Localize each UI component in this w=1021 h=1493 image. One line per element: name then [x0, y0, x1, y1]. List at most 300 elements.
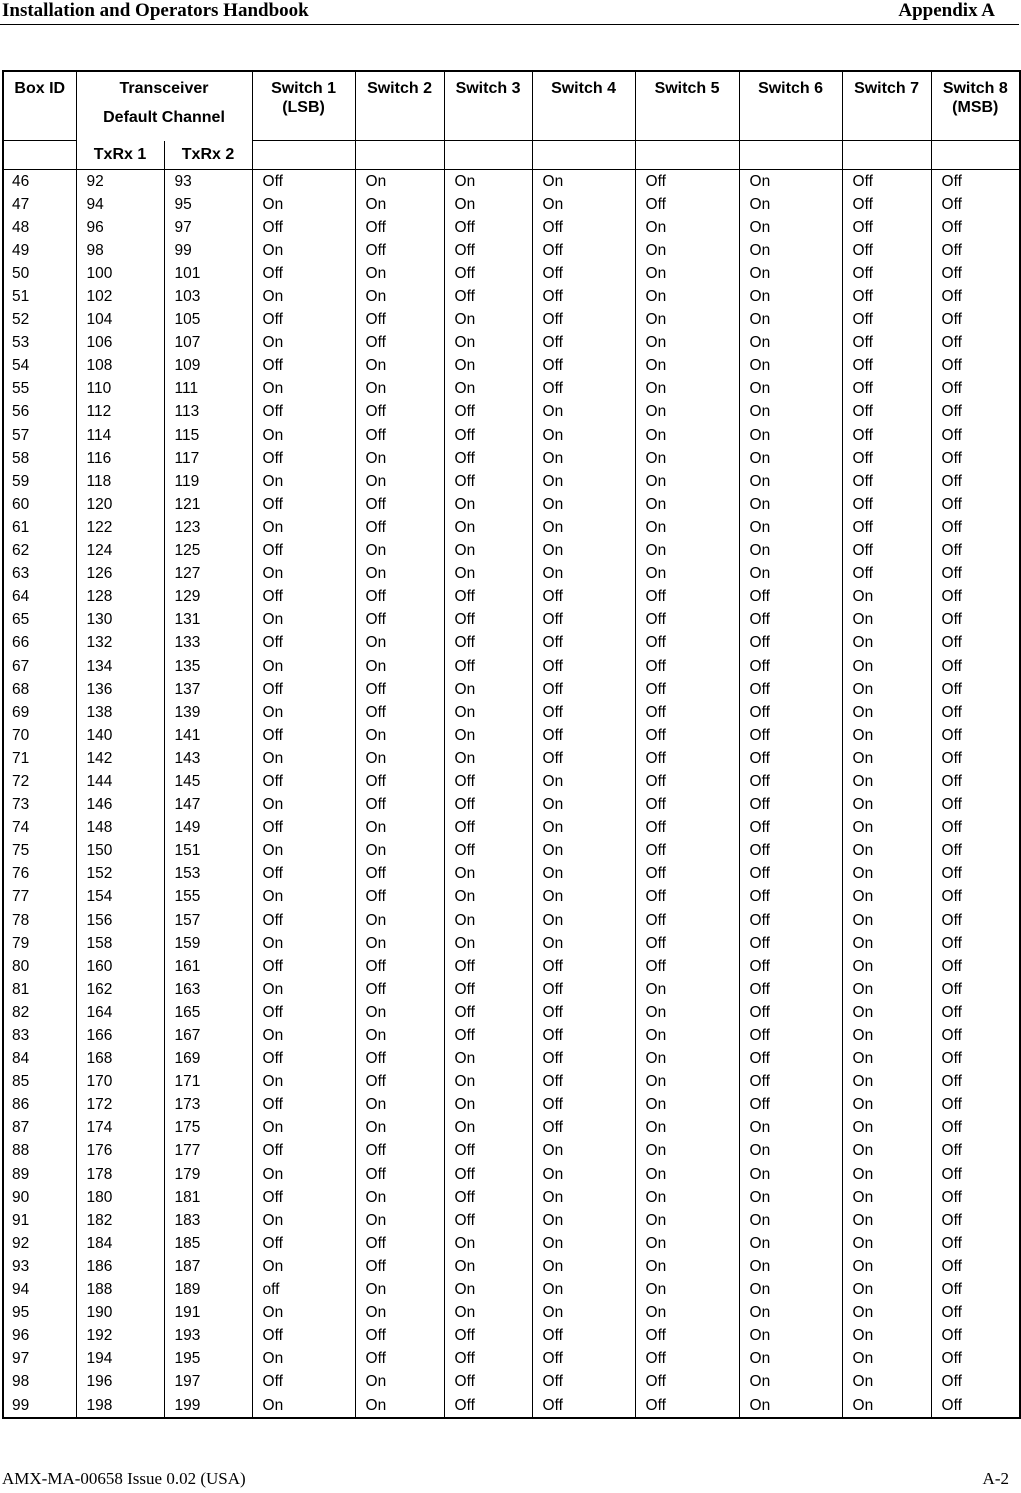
txrx2-cell: 189	[164, 1279, 252, 1302]
switch-4-cell: On	[532, 886, 635, 909]
switch-8-cell: Off	[931, 632, 1020, 655]
txrx1-cell: 176	[76, 1140, 164, 1163]
switch-8-cell: Off	[931, 170, 1020, 194]
txrx2-cell: 195	[164, 1348, 252, 1371]
switch-3-cell: On	[444, 701, 532, 724]
header-transceiver	[76, 71, 252, 141]
switch-1-cell: On	[252, 1024, 355, 1047]
switch-7-cell: Off	[842, 216, 931, 239]
txrx2-cell: 165	[164, 1001, 252, 1024]
switch-2-cell: On	[355, 747, 444, 770]
switch-4-cell: Off	[532, 1325, 635, 1348]
switch-7-cell: Off	[842, 401, 931, 424]
box-id-cell: 70	[3, 724, 76, 747]
switch-5-cell: On	[635, 1255, 739, 1278]
switch-2-cell: Off	[355, 1232, 444, 1255]
table-row	[3, 978, 1020, 1001]
txrx2-cell: 93	[164, 170, 252, 194]
txrx2-cell: 193	[164, 1325, 252, 1348]
table-row	[3, 424, 1020, 447]
switch-7-cell: On	[842, 909, 931, 932]
box-id-cell: 66	[3, 632, 76, 655]
switch-1-cell: On	[252, 470, 355, 493]
switch-8-cell: Off	[931, 193, 1020, 216]
switch-3-cell: Off	[444, 1186, 532, 1209]
box-id-cell: 67	[3, 655, 76, 678]
switch-4-cell: On	[532, 1232, 635, 1255]
txrx2-cell: 191	[164, 1302, 252, 1325]
table-row	[3, 840, 1020, 863]
txrx1-cell: 192	[76, 1325, 164, 1348]
switch-3-cell: On	[444, 1302, 532, 1325]
switch-8-cell: Off	[931, 309, 1020, 332]
box-id-cell: 98	[3, 1371, 76, 1394]
switch-4-cell: Off	[532, 632, 635, 655]
switch-7-cell: On	[842, 1140, 931, 1163]
table-row	[3, 701, 1020, 724]
switch-8-cell: Off	[931, 285, 1020, 308]
table-row	[3, 932, 1020, 955]
table-row	[3, 678, 1020, 701]
switch-3-cell: Off	[444, 424, 532, 447]
switch-8-cell: Off	[931, 978, 1020, 1001]
switch-5-cell: Off	[635, 794, 739, 817]
txrx2-cell: 183	[164, 1209, 252, 1232]
switch-8-cell: Off	[931, 1117, 1020, 1140]
txrx1-cell: 164	[76, 1001, 164, 1024]
switch-6-cell: Off	[739, 1024, 842, 1047]
switch-2-cell: Off	[355, 1048, 444, 1071]
switch-5-cell: Off	[635, 817, 739, 840]
txrx2-cell: 187	[164, 1255, 252, 1278]
switch-3-cell: On	[444, 1279, 532, 1302]
txrx1-cell: 186	[76, 1255, 164, 1278]
switch-1-cell: On	[252, 747, 355, 770]
switch-2-cell: Off	[355, 216, 444, 239]
switch-5-cell: Off	[635, 1348, 739, 1371]
switch-1-cell: On	[252, 609, 355, 632]
switch-5-cell: On	[635, 1071, 739, 1094]
txrx1-cell: 122	[76, 516, 164, 539]
switch-2-cell: On	[355, 563, 444, 586]
switch-1-cell: On	[252, 332, 355, 355]
switch-3-cell: Off	[444, 655, 532, 678]
switch-3-cell: Off	[444, 262, 532, 285]
switch-6-cell: On	[739, 424, 842, 447]
switch-2-cell: Off	[355, 770, 444, 793]
header-switch-1	[252, 71, 355, 141]
switch-7-cell: Off	[842, 563, 931, 586]
box-id-cell: 80	[3, 955, 76, 978]
box-id-cell: 92	[3, 1232, 76, 1255]
switch-3-cell: On	[444, 932, 532, 955]
switch-4-cell: Off	[532, 262, 635, 285]
switch-3-cell: On	[444, 309, 532, 332]
txrx2-cell: 147	[164, 794, 252, 817]
switch-7-cell: On	[842, 1325, 931, 1348]
switch-2-cell: On	[355, 655, 444, 678]
switch-2-cell: On	[355, 840, 444, 863]
switch-7-cell: On	[842, 886, 931, 909]
txrx1-cell: 104	[76, 309, 164, 332]
switch-5-cell: On	[635, 1024, 739, 1047]
switch-7-cell: On	[842, 747, 931, 770]
switch-1-cell: On	[252, 1117, 355, 1140]
switch-2-cell: Off	[355, 1255, 444, 1278]
switch-5-cell: Off	[635, 932, 739, 955]
switch-6-cell: Off	[739, 1048, 842, 1071]
switch-4-cell: Off	[532, 1048, 635, 1071]
switch-5-cell: Off	[635, 724, 739, 747]
table-row	[3, 1071, 1020, 1094]
txrx1-cell: 144	[76, 770, 164, 793]
switch-2-cell: Off	[355, 678, 444, 701]
switch-4-cell: Off	[532, 724, 635, 747]
header-switch-8-note: (MSB)	[952, 99, 999, 116]
switch-5-cell: On	[635, 1209, 739, 1232]
switch-8-cell: Off	[931, 932, 1020, 955]
switch-6-cell: On	[739, 1209, 842, 1232]
switch-2-cell: Off	[355, 794, 444, 817]
switch-5-cell: On	[635, 1302, 739, 1325]
running-header-title: Installation and Operators Handbook	[2, 0, 309, 21]
txrx2-cell: 137	[164, 678, 252, 701]
switch-4-cell: On	[532, 863, 635, 886]
box-id-cell: 90	[3, 1186, 76, 1209]
switch-5-cell: Off	[635, 863, 739, 886]
switch-2-cell: On	[355, 1001, 444, 1024]
switch-2-cell: On	[355, 355, 444, 378]
switch-1-cell: Off	[252, 955, 355, 978]
table-row	[3, 355, 1020, 378]
switch-4-cell: Off	[532, 609, 635, 632]
switch-3-cell: Off	[444, 955, 532, 978]
switch-5-cell: On	[635, 355, 739, 378]
txrx1-cell: 172	[76, 1094, 164, 1117]
switch-2-cell: On	[355, 285, 444, 308]
switch-3-cell: On	[444, 886, 532, 909]
switch-2-cell: Off	[355, 309, 444, 332]
switch-7-cell: Off	[842, 332, 931, 355]
switch-3-cell: Off	[444, 447, 532, 470]
switch-4-cell: Off	[532, 239, 635, 262]
txrx2-cell: 101	[164, 262, 252, 285]
switch-2-cell: Off	[355, 516, 444, 539]
switch-7-cell: On	[842, 1071, 931, 1094]
switch-6-cell: Off	[739, 840, 842, 863]
switch-6-cell: Off	[739, 886, 842, 909]
switch-7-cell: On	[842, 1371, 931, 1394]
txrx1-cell: 150	[76, 840, 164, 863]
txrx2-cell: 125	[164, 540, 252, 563]
switch-3-cell: Off	[444, 817, 532, 840]
box-id-cell: 79	[3, 932, 76, 955]
switch-7-cell: On	[842, 678, 931, 701]
switch-6-cell: On	[739, 1279, 842, 1302]
switch-8-cell: Off	[931, 678, 1020, 701]
switch-6-cell: Off	[739, 770, 842, 793]
table-row	[3, 1186, 1020, 1209]
switch-2-cell: Off	[355, 586, 444, 609]
switch-1-cell: On	[252, 424, 355, 447]
switch-4-cell: On	[532, 1302, 635, 1325]
table-row	[3, 470, 1020, 493]
switch-5-cell: On	[635, 424, 739, 447]
switch-3-cell: Off	[444, 1394, 532, 1418]
switch-2-cell: On	[355, 1209, 444, 1232]
switch-7-cell: On	[842, 609, 931, 632]
switch-2-cell: Off	[355, 1325, 444, 1348]
switch-1-cell: Off	[252, 1140, 355, 1163]
switch-6-cell: Off	[739, 794, 842, 817]
switch-1-cell: off	[252, 1279, 355, 1302]
switch-1-cell: On	[252, 563, 355, 586]
txrx2-cell: 157	[164, 909, 252, 932]
switch-1-cell: Off	[252, 493, 355, 516]
switch-2-cell: On	[355, 1117, 444, 1140]
box-id-cell: 54	[3, 355, 76, 378]
switch-5-cell: On	[635, 401, 739, 424]
switch-7-cell: On	[842, 978, 931, 1001]
box-id-cell: 56	[3, 401, 76, 424]
txrx1-cell: 170	[76, 1071, 164, 1094]
table-row	[3, 609, 1020, 632]
switch-5-cell: Off	[635, 1394, 739, 1418]
switch-3-cell: Off	[444, 401, 532, 424]
box-id-cell: 55	[3, 378, 76, 401]
switch-7-cell: On	[842, 840, 931, 863]
switch-5-cell: On	[635, 540, 739, 563]
switch-3-cell: Off	[444, 609, 532, 632]
switch-8-cell: Off	[931, 1232, 1020, 1255]
box-id-cell: 57	[3, 424, 76, 447]
box-id-cell: 60	[3, 493, 76, 516]
table-row	[3, 1325, 1020, 1348]
switch-7-cell: On	[842, 1232, 931, 1255]
txrx1-cell: 94	[76, 193, 164, 216]
box-id-cell: 49	[3, 239, 76, 262]
switch-7-cell: Off	[842, 424, 931, 447]
switch-1-cell: Off	[252, 724, 355, 747]
switch-7-cell: Off	[842, 285, 931, 308]
switch-6-cell: On	[739, 1140, 842, 1163]
txrx1-cell: 118	[76, 470, 164, 493]
switch-7-cell: Off	[842, 378, 931, 401]
switch-2-cell: On	[355, 932, 444, 955]
switch-1-cell: Off	[252, 817, 355, 840]
switch-3-cell: On	[444, 332, 532, 355]
switch-4-cell: Off	[532, 378, 635, 401]
box-id-cell: 91	[3, 1209, 76, 1232]
switch-3-cell: Off	[444, 470, 532, 493]
switch-1-cell: Off	[252, 1186, 355, 1209]
txrx1-cell: 188	[76, 1279, 164, 1302]
box-id-cell: 75	[3, 840, 76, 863]
txrx1-cell: 196	[76, 1371, 164, 1394]
txrx2-cell: 143	[164, 747, 252, 770]
txrx2-cell: 163	[164, 978, 252, 1001]
box-id-cell: 73	[3, 794, 76, 817]
subheader-empty	[931, 141, 1020, 170]
switch-7-cell: On	[842, 701, 931, 724]
subheader-empty	[444, 141, 532, 170]
header-switch-4: Switch 4	[532, 71, 635, 141]
switch-1-cell: Off	[252, 170, 355, 194]
switch-6-cell: Off	[739, 1001, 842, 1024]
switch-4-cell: Off	[532, 678, 635, 701]
table-row	[3, 747, 1020, 770]
txrx2-cell: 103	[164, 285, 252, 308]
table-row	[3, 770, 1020, 793]
switch-5-cell: On	[635, 493, 739, 516]
switch-1-cell: Off	[252, 863, 355, 886]
switch-6-cell: On	[739, 1186, 842, 1209]
txrx1-cell: 102	[76, 285, 164, 308]
switch-4-cell: On	[532, 817, 635, 840]
switch-2-cell: Off	[355, 424, 444, 447]
switch-4-cell: On	[532, 1163, 635, 1186]
switch-5-cell: On	[635, 1186, 739, 1209]
switch-4-cell: On	[532, 447, 635, 470]
table-row	[3, 309, 1020, 332]
txrx2-cell: 133	[164, 632, 252, 655]
switch-6-cell: On	[739, 447, 842, 470]
switch-5-cell: On	[635, 1279, 739, 1302]
switch-8-cell: Off	[931, 1302, 1020, 1325]
box-id-cell: 81	[3, 978, 76, 1001]
switch-8-cell: Off	[931, 1071, 1020, 1094]
switch-4-cell: Off	[532, 332, 635, 355]
switch-1-cell: On	[252, 655, 355, 678]
header-rule	[0, 24, 1019, 25]
table-row	[3, 401, 1020, 424]
box-id-cell: 58	[3, 447, 76, 470]
switch-3-cell: On	[444, 193, 532, 216]
switch-8-cell: Off	[931, 239, 1020, 262]
txrx2-cell: 151	[164, 840, 252, 863]
txrx1-cell: 142	[76, 747, 164, 770]
table-row	[3, 170, 1020, 194]
table-row	[3, 632, 1020, 655]
switch-2-cell: Off	[355, 239, 444, 262]
switch-4-cell: Off	[532, 355, 635, 378]
switch-2-cell: On	[355, 1094, 444, 1117]
txrx2-cell: 179	[164, 1163, 252, 1186]
switch-5-cell: On	[635, 239, 739, 262]
table-row	[3, 332, 1020, 355]
txrx1-cell: 140	[76, 724, 164, 747]
switch-1-cell: Off	[252, 1232, 355, 1255]
header-default-channel: Default Channel	[103, 109, 225, 126]
txrx1-cell: 134	[76, 655, 164, 678]
txrx2-cell: 127	[164, 563, 252, 586]
switch-4-cell: On	[532, 840, 635, 863]
txrx2-cell: 181	[164, 1186, 252, 1209]
switch-6-cell: Off	[739, 817, 842, 840]
box-id-cell: 84	[3, 1048, 76, 1071]
switch-8-cell: Off	[931, 493, 1020, 516]
txrx1-cell: 198	[76, 1394, 164, 1418]
switch-8-cell: Off	[931, 1394, 1020, 1418]
switch-7-cell: Off	[842, 239, 931, 262]
switch-6-cell: On	[739, 1371, 842, 1394]
switch-7-cell: Off	[842, 540, 931, 563]
switch-8-cell: Off	[931, 747, 1020, 770]
switch-2-cell: On	[355, 909, 444, 932]
switch-4-cell: Off	[532, 285, 635, 308]
switch-4-cell: On	[532, 1186, 635, 1209]
switch-4-cell: Off	[532, 747, 635, 770]
switch-8-cell: Off	[931, 332, 1020, 355]
switch-5-cell: On	[635, 332, 739, 355]
switch-6-cell: On	[739, 1394, 842, 1418]
txrx1-cell: 130	[76, 609, 164, 632]
switch-4-cell: On	[532, 493, 635, 516]
switch-3-cell: On	[444, 863, 532, 886]
switch-7-cell: On	[842, 1302, 931, 1325]
switch-6-cell: On	[739, 1302, 842, 1325]
table-row	[3, 955, 1020, 978]
table-row	[3, 1394, 1020, 1418]
switch-5-cell: On	[635, 262, 739, 285]
table-row	[3, 1001, 1020, 1024]
switch-5-cell: Off	[635, 909, 739, 932]
switch-4-cell: On	[532, 193, 635, 216]
box-id-cell: 69	[3, 701, 76, 724]
switch-1-cell: Off	[252, 909, 355, 932]
switch-2-cell: On	[355, 632, 444, 655]
txrx2-cell: 121	[164, 493, 252, 516]
txrx2-cell: 97	[164, 216, 252, 239]
switch-4-cell: Off	[532, 1348, 635, 1371]
switch-7-cell: On	[842, 1117, 931, 1140]
switch-8-cell: Off	[931, 1279, 1020, 1302]
switch-1-cell: On	[252, 516, 355, 539]
switch-4-cell: On	[532, 1255, 635, 1278]
switch-1-cell: On	[252, 794, 355, 817]
box-id-cell: 94	[3, 1279, 76, 1302]
switch-1-cell: On	[252, 1394, 355, 1418]
switch-5-cell: Off	[635, 193, 739, 216]
switch-6-cell: On	[739, 239, 842, 262]
switch-8-cell: Off	[931, 540, 1020, 563]
header-transceiver-label: Transceiver	[119, 80, 209, 97]
txrx2-cell: 155	[164, 886, 252, 909]
switch-5-cell: On	[635, 309, 739, 332]
switch-1-cell: Off	[252, 1048, 355, 1071]
header-switch-8-label: Switch 8	[942, 80, 1008, 97]
switch-8-cell: Off	[931, 378, 1020, 401]
subheader-empty	[739, 141, 842, 170]
switch-4-cell: Off	[532, 1001, 635, 1024]
switch-4-cell: Off	[532, 1094, 635, 1117]
switch-4-cell: On	[532, 401, 635, 424]
txrx1-cell: 96	[76, 216, 164, 239]
txrx1-cell: 166	[76, 1024, 164, 1047]
switch-7-cell: On	[842, 1348, 931, 1371]
switch-8-cell: Off	[931, 817, 1020, 840]
switch-5-cell: Off	[635, 840, 739, 863]
switch-8-cell: Off	[931, 701, 1020, 724]
table-row	[3, 447, 1020, 470]
switch-3-cell: On	[444, 540, 532, 563]
switch-5-cell: Off	[635, 1325, 739, 1348]
box-id-cell: 61	[3, 516, 76, 539]
switch-1-cell: Off	[252, 216, 355, 239]
box-id-cell: 87	[3, 1117, 76, 1140]
txrx1-cell: 154	[76, 886, 164, 909]
box-id-cell: 93	[3, 1255, 76, 1278]
